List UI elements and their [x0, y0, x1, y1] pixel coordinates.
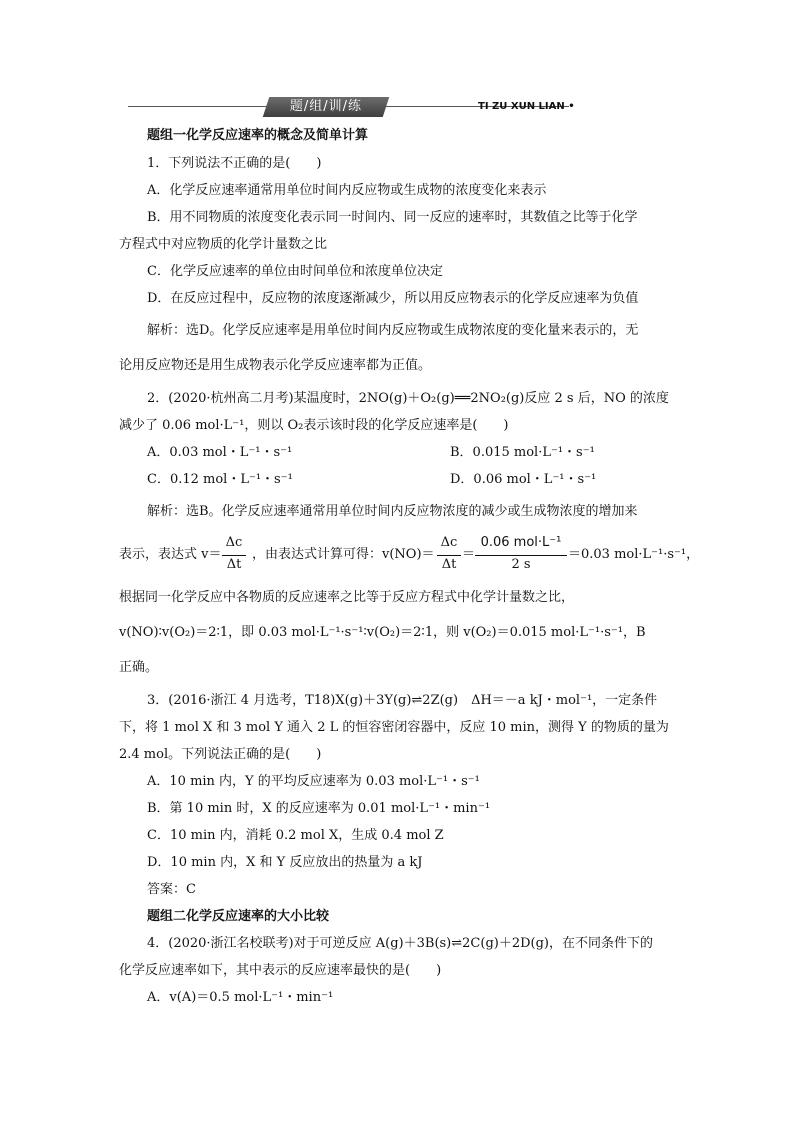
section2-title: 题组二化学反应速率的大小比较: [147, 909, 330, 924]
q4-option-a: A．v(A)＝0.5 mol·L⁻¹・min⁻¹: [147, 990, 334, 1005]
q1-stem: 1．下列说法不正确的是( ): [147, 156, 322, 171]
q2-option-b: B．0.015 mol·L⁻¹・s⁻¹: [450, 445, 595, 460]
section1-title: 题组一化学反应速率的概念及简单计算: [147, 128, 369, 143]
q2-option-d: D．0.06 mol・L⁻¹・s⁻¹: [450, 472, 597, 487]
fraction-denominator: Δt: [441, 557, 457, 572]
fraction-rate-definition: [222, 535, 246, 577]
q1-analysis: 解析：选D。化学反应速率是用单位时间内反应物或生成物浓度的变化量来表示的，无: [147, 323, 639, 338]
q2-stem-cont: 减少了 0.06 mol·L⁻¹，则以 O₂表示该时段的化学反应速率是( ): [119, 418, 509, 433]
q2-analysis-end: 正确。: [119, 660, 159, 675]
fraction-numerator: Δc: [440, 535, 458, 550]
q1-option-b: B．用不同物质的浓度变化表示同一时间内、同一反应的速率时，其数值之比等于化学: [147, 210, 638, 225]
q2-formula-result: ＝0.03 mol·L⁻¹·s⁻¹，: [568, 547, 700, 562]
q3-stem: 3．(2016·浙江 4 月选考，T18)X(g)＋3Y(g)⇌2Z(g) ΔH＝－a kJ・mol⁻¹，一定条件: [147, 693, 658, 708]
q2-formula-prefix: 表示，表达式 v＝: [119, 547, 222, 562]
q3-option-d: D．10 min 内，X 和 Y 反应放出的热量为 a kJ: [147, 855, 423, 870]
q2-analysis: 解析：选B。化学反应速率通常用单位时间内反应物浓度的减少或生成物浓度的增加来: [147, 504, 638, 519]
q3-option-a: A．10 min 内，Y 的平均反应速率为 0.03 mol·L⁻¹・s⁻¹: [147, 774, 480, 789]
section-badge-label: 题/组/训/练: [289, 99, 363, 114]
q2-formula-eq: ＝: [462, 547, 476, 562]
q3-option-c: C．10 min 内，消耗 0.2 mol X，生成 0.4 mol Z: [147, 828, 444, 843]
q2-analysis-ratio: 根据同一化学反应中各物质的反应速率之比等于反应方程式中化学计量数之比，: [119, 590, 575, 605]
fraction-denominator: Δt: [226, 557, 242, 572]
q3-answer: 答案：C: [147, 882, 196, 897]
fraction-delta: [437, 535, 461, 577]
section-badge: [263, 97, 389, 117]
fraction-numerator: 0.06 mol·L⁻¹: [480, 535, 562, 550]
q2-analysis-calc: v(NO)∶v(O₂)＝2∶1，即 0.03 mol·L⁻¹·s⁻¹∶v(O₂)＝2∶1，则 v(O₂)＝0.015 mol·L⁻¹·s⁻¹，B: [119, 625, 646, 640]
q1-option-c: C．化学反应速率的单位由时间单位和浓度单位决定: [147, 264, 443, 279]
q1-option-d: D．在反应过程中，反应物的浓度逐渐减少，所以用反应物表示的化学反应速率为负值: [147, 291, 639, 306]
q2-formula-mid: ，由表达式计算可得：v(NO)＝: [252, 547, 435, 562]
q3-stem-cont: 下，将 1 mol X 和 3 mol Y 通入 2 L 的恒容密闭容器中，反应 10 min，测得 Y 的物质的量为: [119, 720, 669, 735]
q2-stem: 2．(2020·杭州高二月考)某温度时，2NO(g)＋O₂(g)══2NO₂(g)反应 2 s 后，NO 的浓度: [147, 391, 669, 406]
section-badge-english: TI ZU XUN LIAN •: [478, 101, 575, 112]
q4-stem: 4．(2020·浙江名校联考)对于可逆反应 A(g)＋3B(s)⇌2C(g)＋2D(g)，在不同条件下的: [147, 936, 653, 951]
q3-option-b: B．第 10 min 时，X 的反应速率为 0.01 mol·L⁻¹・min⁻¹: [147, 801, 491, 816]
q4-stem-cont: 化学反应速率如下，其中表示的反应速率最快的是( ): [119, 963, 442, 978]
q2-option-a: A．0.03 mol・L⁻¹・s⁻¹: [147, 445, 293, 460]
q2-option-c: C．0.12 mol・L⁻¹・s⁻¹: [147, 472, 293, 487]
fraction-denominator: 2 s: [511, 557, 531, 572]
fraction-values: [475, 535, 567, 577]
q1-analysis-cont: 论用反应物还是用生成物表示化学反应速率都为正值。: [119, 358, 432, 373]
q1-option-b-cont: 方程式中对应物质的化学计量数之比: [119, 237, 328, 252]
q3-stem-cont2: 2.4 mol。下列说法正确的是( ): [119, 747, 322, 762]
q1-option-a: A．化学反应速率通常用单位时间内反应物或生成物的浓度变化来表示: [147, 183, 547, 198]
fraction-numerator: Δc: [225, 535, 243, 550]
